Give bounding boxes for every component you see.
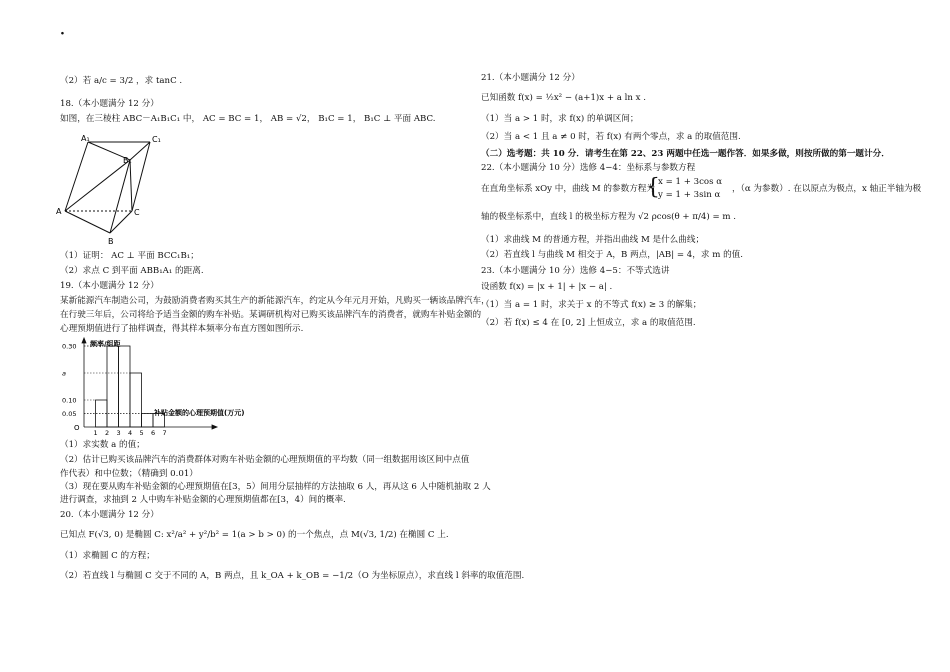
q17-part2: （2）若 a/c = 3/2 ，求 tanC .: [60, 76, 183, 86]
histogram-bar: [119, 346, 131, 427]
y-axis-arrow: [82, 338, 86, 343]
q19-stem-3: 心理预期值进行了抽样调查，得其样本频率分布直方图如图所示.: [60, 324, 304, 334]
q19-heading: 19.（本小题满分 12 分）: [60, 281, 159, 291]
corner-mark: ·: [60, 26, 65, 42]
q20-part2: （2）若直线 l 与椭圆 C 交于不同的 A，B 两点，且 k_OA + k_OB = −1/2（O 为坐标原点），求直线 l 斜率的取值范围.: [60, 571, 525, 581]
q22-part2: （2）若直线 l 与曲线 M 相交于 A，B 两点，|AB| = 4，求 m 的值.: [481, 250, 743, 260]
label-A: A: [56, 207, 62, 216]
y-tick-label: 0.05: [62, 410, 77, 418]
q22-system-x: x = 1 + 3cos α: [658, 177, 723, 187]
x-tick-label: 2: [105, 429, 110, 437]
q18-part1: （1）证明： AC ⊥ 平面 BCC₁B₁；: [60, 251, 199, 261]
q18-heading: 18.（本小题满分 12 分）: [60, 99, 159, 109]
prism-figure: [55, 130, 170, 248]
q19-stem-2: 在行驶三年后，公司将给予适当金额的购车补贴。某调研机构对已购买该品牌汽车的消费者，就购车补贴金额的: [60, 310, 482, 320]
x-axis-label: 补贴金额的心理预期值(万元): [154, 409, 245, 417]
q22-heading: 22.（本小题满分 10 分）选修 4−4：坐标系与参数方程: [481, 163, 696, 173]
q21-part2: （2）当 a < 1 且 a ≠ 0 时，若 f(x) 有两个零点，求 a 的取值范围.: [481, 132, 741, 142]
q19-part2-b: 作代表）和中位数；（精确到 0.01）: [60, 469, 198, 479]
frequency-histogram: [62, 335, 245, 437]
origin-label: O: [74, 424, 80, 432]
q22-system-y: y = 1 + 3sin α: [658, 190, 721, 200]
x-tick-label: 7: [162, 429, 167, 437]
q19-part2-a: （2）估计已购买该品牌汽车的消费群体对购车补贴金额的心理预期值的平均数（同一组数据用该区间中点值: [60, 455, 470, 465]
label-B1: B₁: [123, 156, 132, 165]
q22-part1: （1）求曲线 M 的普通方程，并指出曲线 M 是什么曲线；: [481, 235, 705, 245]
x-axis-arrow: [212, 425, 217, 429]
label-C1: C₁: [152, 135, 161, 144]
label-C: C: [134, 208, 140, 217]
q18-part2: （2）求点 C 到平面 ABB₁A₁ 的距离.: [60, 266, 204, 276]
label-B: B: [108, 237, 114, 246]
label-A1: A₁: [81, 134, 90, 143]
q23-part2: （2）若 f(x) ≤ 4 在 [0, 2] 上恒成立，求 a 的取值范围.: [481, 318, 696, 328]
q22-stem-2: 轴的极坐标系中，直线 l 的极坐标方程为 √2 ρcos(θ + π/4) = m .: [481, 212, 736, 222]
y-axis-label: 频率/组距: [90, 340, 121, 348]
q23-part1: （1）当 a = 1 时，求关于 x 的不等式 f(x) ≥ 3 的解集；: [481, 300, 702, 310]
q19-part3-b: 进行调查，求抽到 2 人中购车补贴金额的心理预期值都在[3，4）间的概率.: [60, 495, 346, 505]
q19-part3-a: （3）现在要从购车补贴金额的心理预期值在[3，5）间用分层抽样的方法抽取 6 人，再从这 6 人中随机抽取 2 人: [60, 482, 491, 492]
q22-stem-b: ，（α 为参数）. 在以原点为极点，x 轴正半轴为极: [732, 184, 922, 194]
q22-brace: {: [646, 175, 660, 200]
q19-part1: （1）求实数 a 的值；: [60, 440, 145, 450]
q23-stem: 设函数 f(x) = |x + 1| + |x − a| .: [481, 282, 613, 292]
x-tick-label: 1: [93, 429, 98, 437]
q20-part1: （1）求椭圆 C 的方程；: [60, 551, 155, 561]
q21-heading: 21.（本小题满分 12 分）: [481, 73, 580, 83]
section-2-instructions: （二）选考题：共 10 分．请考生在第 22、23 两题中任选一题作答．如果多做，则按所做的第一题计分．: [481, 149, 890, 159]
q18-stem: 如图，在三棱柱 ABC－A₁B₁C₁ 中， AC = BC = 1， AB = √2， B₁C = 1， B₁C ⊥ 平面 ABC.: [60, 114, 436, 124]
y-tick-label: 0.10: [62, 396, 77, 405]
x-tick-label: 6: [151, 429, 156, 437]
q21-stem: 已知函数 f(x) = ½x² − (a+1)x + a ln x .: [481, 93, 646, 103]
q19-stem-1: 某新能源汽车制造公司，为鼓励消费者购买其生产的新能源汽车，约定从今年元月开始，凡购买一辆该品牌汽车，: [60, 296, 490, 306]
x-tick-label: 3: [116, 429, 121, 437]
y-tick-label: 0.30: [62, 342, 77, 351]
q21-part1: （1）当 a > 1 时，求 f(x) 的单调区间；: [481, 114, 639, 124]
histogram-bar: [130, 373, 142, 427]
y-tick-label: a: [62, 369, 66, 378]
q20-heading: 20.（本小题满分 12 分）: [60, 510, 159, 520]
q20-stem: 已知点 F(√3, 0) 是椭圆 C: x²/a² + y²/b² = 1(a > b > 0) 的一个焦点，点 M(√3, 1/2) 在椭圆 C 上.: [60, 530, 449, 540]
q23-heading: 23.（本小题满分 10 分）选修 4−5：不等式选讲: [481, 266, 670, 276]
histogram-bar: [142, 414, 154, 428]
x-tick-label: 5: [139, 429, 144, 437]
histogram-bar: [107, 346, 119, 427]
q22-stem-a: 在直角坐标系 xOy 中，曲线 M 的参数方程为: [481, 184, 655, 194]
x-tick-label: 4: [128, 429, 133, 437]
